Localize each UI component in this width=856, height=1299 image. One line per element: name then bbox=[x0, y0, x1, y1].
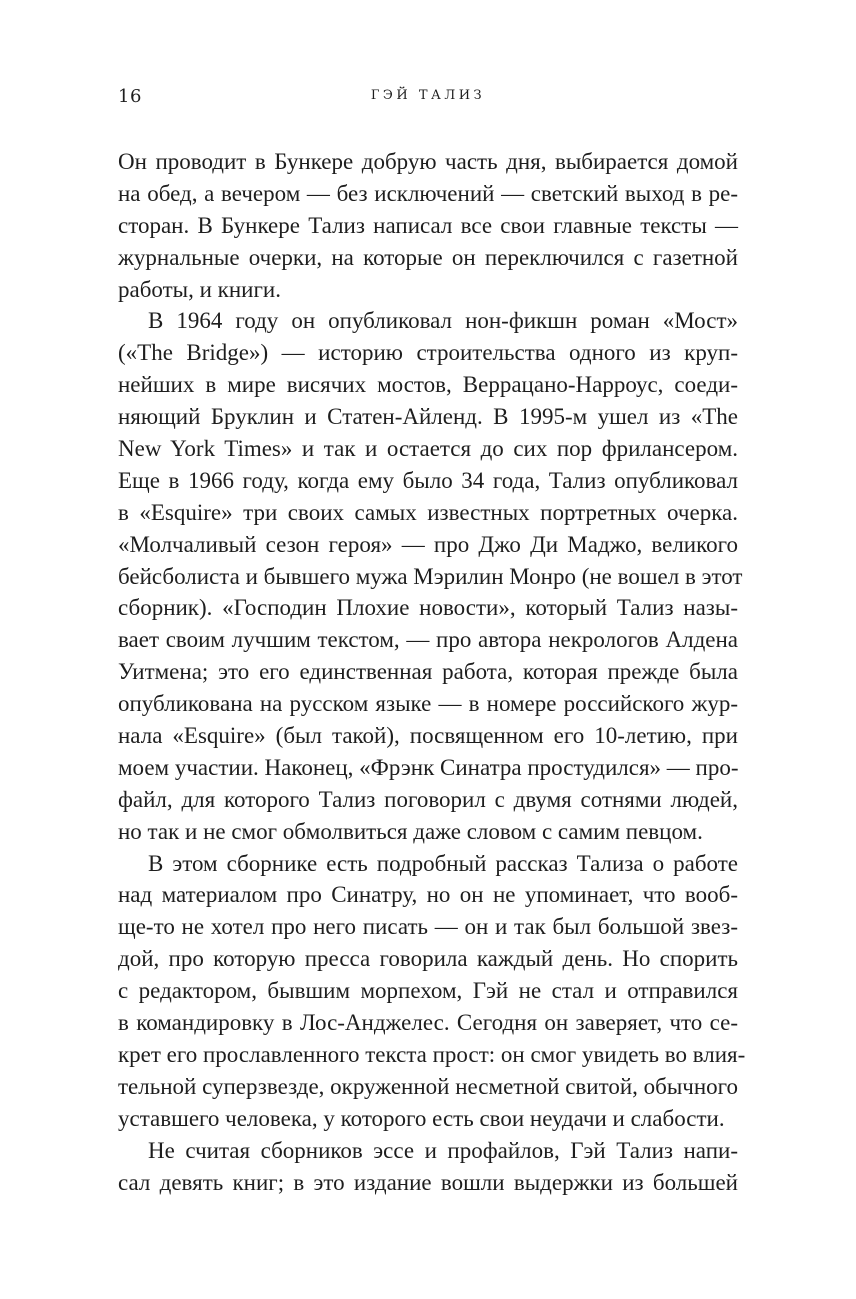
paragraph bbox=[118, 146, 738, 305]
text-line: бейсболиста и бывшего мужа Мэрилин Монро (не вошел в этот bbox=[118, 563, 743, 589]
running-head-author: ГЭЙ ТАЛИЗ bbox=[370, 88, 486, 103]
paragraph bbox=[118, 848, 746, 1135]
body-text bbox=[118, 146, 746, 1198]
page-number: 16 bbox=[118, 86, 142, 107]
paragraph bbox=[118, 305, 743, 847]
text-line: опубликована на русском языке — в номере российского жур- bbox=[118, 691, 738, 717]
text-line: В этом сборнике есть подробный рассказ Тализа о работе bbox=[148, 850, 738, 876]
text-line: сал девять книг; в это издание вошли выдержки из большей bbox=[118, 1169, 738, 1195]
text-line: с редактором, бывшим морпехом, Гэй не стал и отправился bbox=[118, 978, 738, 1004]
paragraph bbox=[118, 1135, 738, 1199]
text-line: но так и не смог обмолвиться даже словом с самим певцом. bbox=[118, 818, 703, 844]
text-line: над материалом про Синатру, но он не упоминает, что вооб- bbox=[118, 882, 738, 908]
text-line: крет его прославленного текста прост: он смог увидеть во влия- bbox=[118, 1041, 746, 1067]
text-line: Уитмена; это его единственная работа, которая прежде была bbox=[118, 659, 738, 685]
text-line: В 1964 году он опубликовал нон-фикшн роман «Мост» bbox=[148, 308, 738, 334]
text-line: Еще в 1966 году, когда ему было 34 года, Тализ опубликовал bbox=[118, 467, 738, 493]
text-line: на обед, а вечером — без исключений — светский выход в ре- bbox=[118, 180, 738, 206]
text-line: New York Times» и так и остается до сих пор фрилансером. bbox=[118, 436, 738, 462]
text-line: Не считая сборников эссе и профайлов, Гэй Тализ напи- bbox=[148, 1137, 738, 1163]
running-head bbox=[118, 86, 738, 110]
text-line: тельной суперзвезде, окруженной несметной свитой, обычного bbox=[118, 1073, 739, 1099]
text-line: Он проводит в Бункере добрую часть дня, выбирается домой bbox=[118, 149, 738, 174]
text-line: вает своим лучшим текстом, — про автора некрологов Алдена bbox=[118, 627, 738, 653]
text-line: журнальные очерки, на которые он переключился с газетной bbox=[118, 244, 738, 270]
text-line: работы, и книги. bbox=[118, 276, 281, 302]
text-line: в командировку в Лос-Анджелес. Сегодня он заверяет, что се- bbox=[118, 1010, 738, 1036]
text-line: сборник). «Господин Плохие новости», который Тализ назы- bbox=[118, 595, 738, 621]
text-line: «Молчаливый сезон героя» — про Джо Ди Маджо, великого bbox=[118, 531, 738, 557]
text-line: няющий Бруклин и Статен-Айленд. В 1995-м ушел из «The bbox=[118, 404, 738, 430]
text-line: нейших в мире висячих мостов, Веррацано-Нарроус, соеди- bbox=[118, 372, 738, 398]
text-line: дой, про которую пресса говорила каждый день. Но спорить bbox=[118, 946, 738, 972]
text-line: сторан. В Бункере Тализ написал все свои главные тексты — bbox=[118, 212, 738, 238]
text-line: моем участии. Наконец, «Фрэнк Синатра простудился» — про- bbox=[118, 754, 739, 780]
text-line: нала «Esquire» (был такой), посвященном его 10-летию, при bbox=[118, 723, 738, 749]
text-line: ще-то не хотел про него писать — он и так был большой звез- bbox=[118, 914, 738, 940]
text-line: в «Esquire» три своих самых известных портретных очерка. bbox=[118, 499, 738, 525]
text-line: уставшего человека, у которого есть свои неудачи и слабости. bbox=[118, 1105, 725, 1131]
text-line: («The Bridge») — историю строительства одного из круп- bbox=[118, 340, 738, 366]
text-line: файл, для которого Тализ поговорил с двумя сотнями людей, bbox=[118, 786, 738, 812]
